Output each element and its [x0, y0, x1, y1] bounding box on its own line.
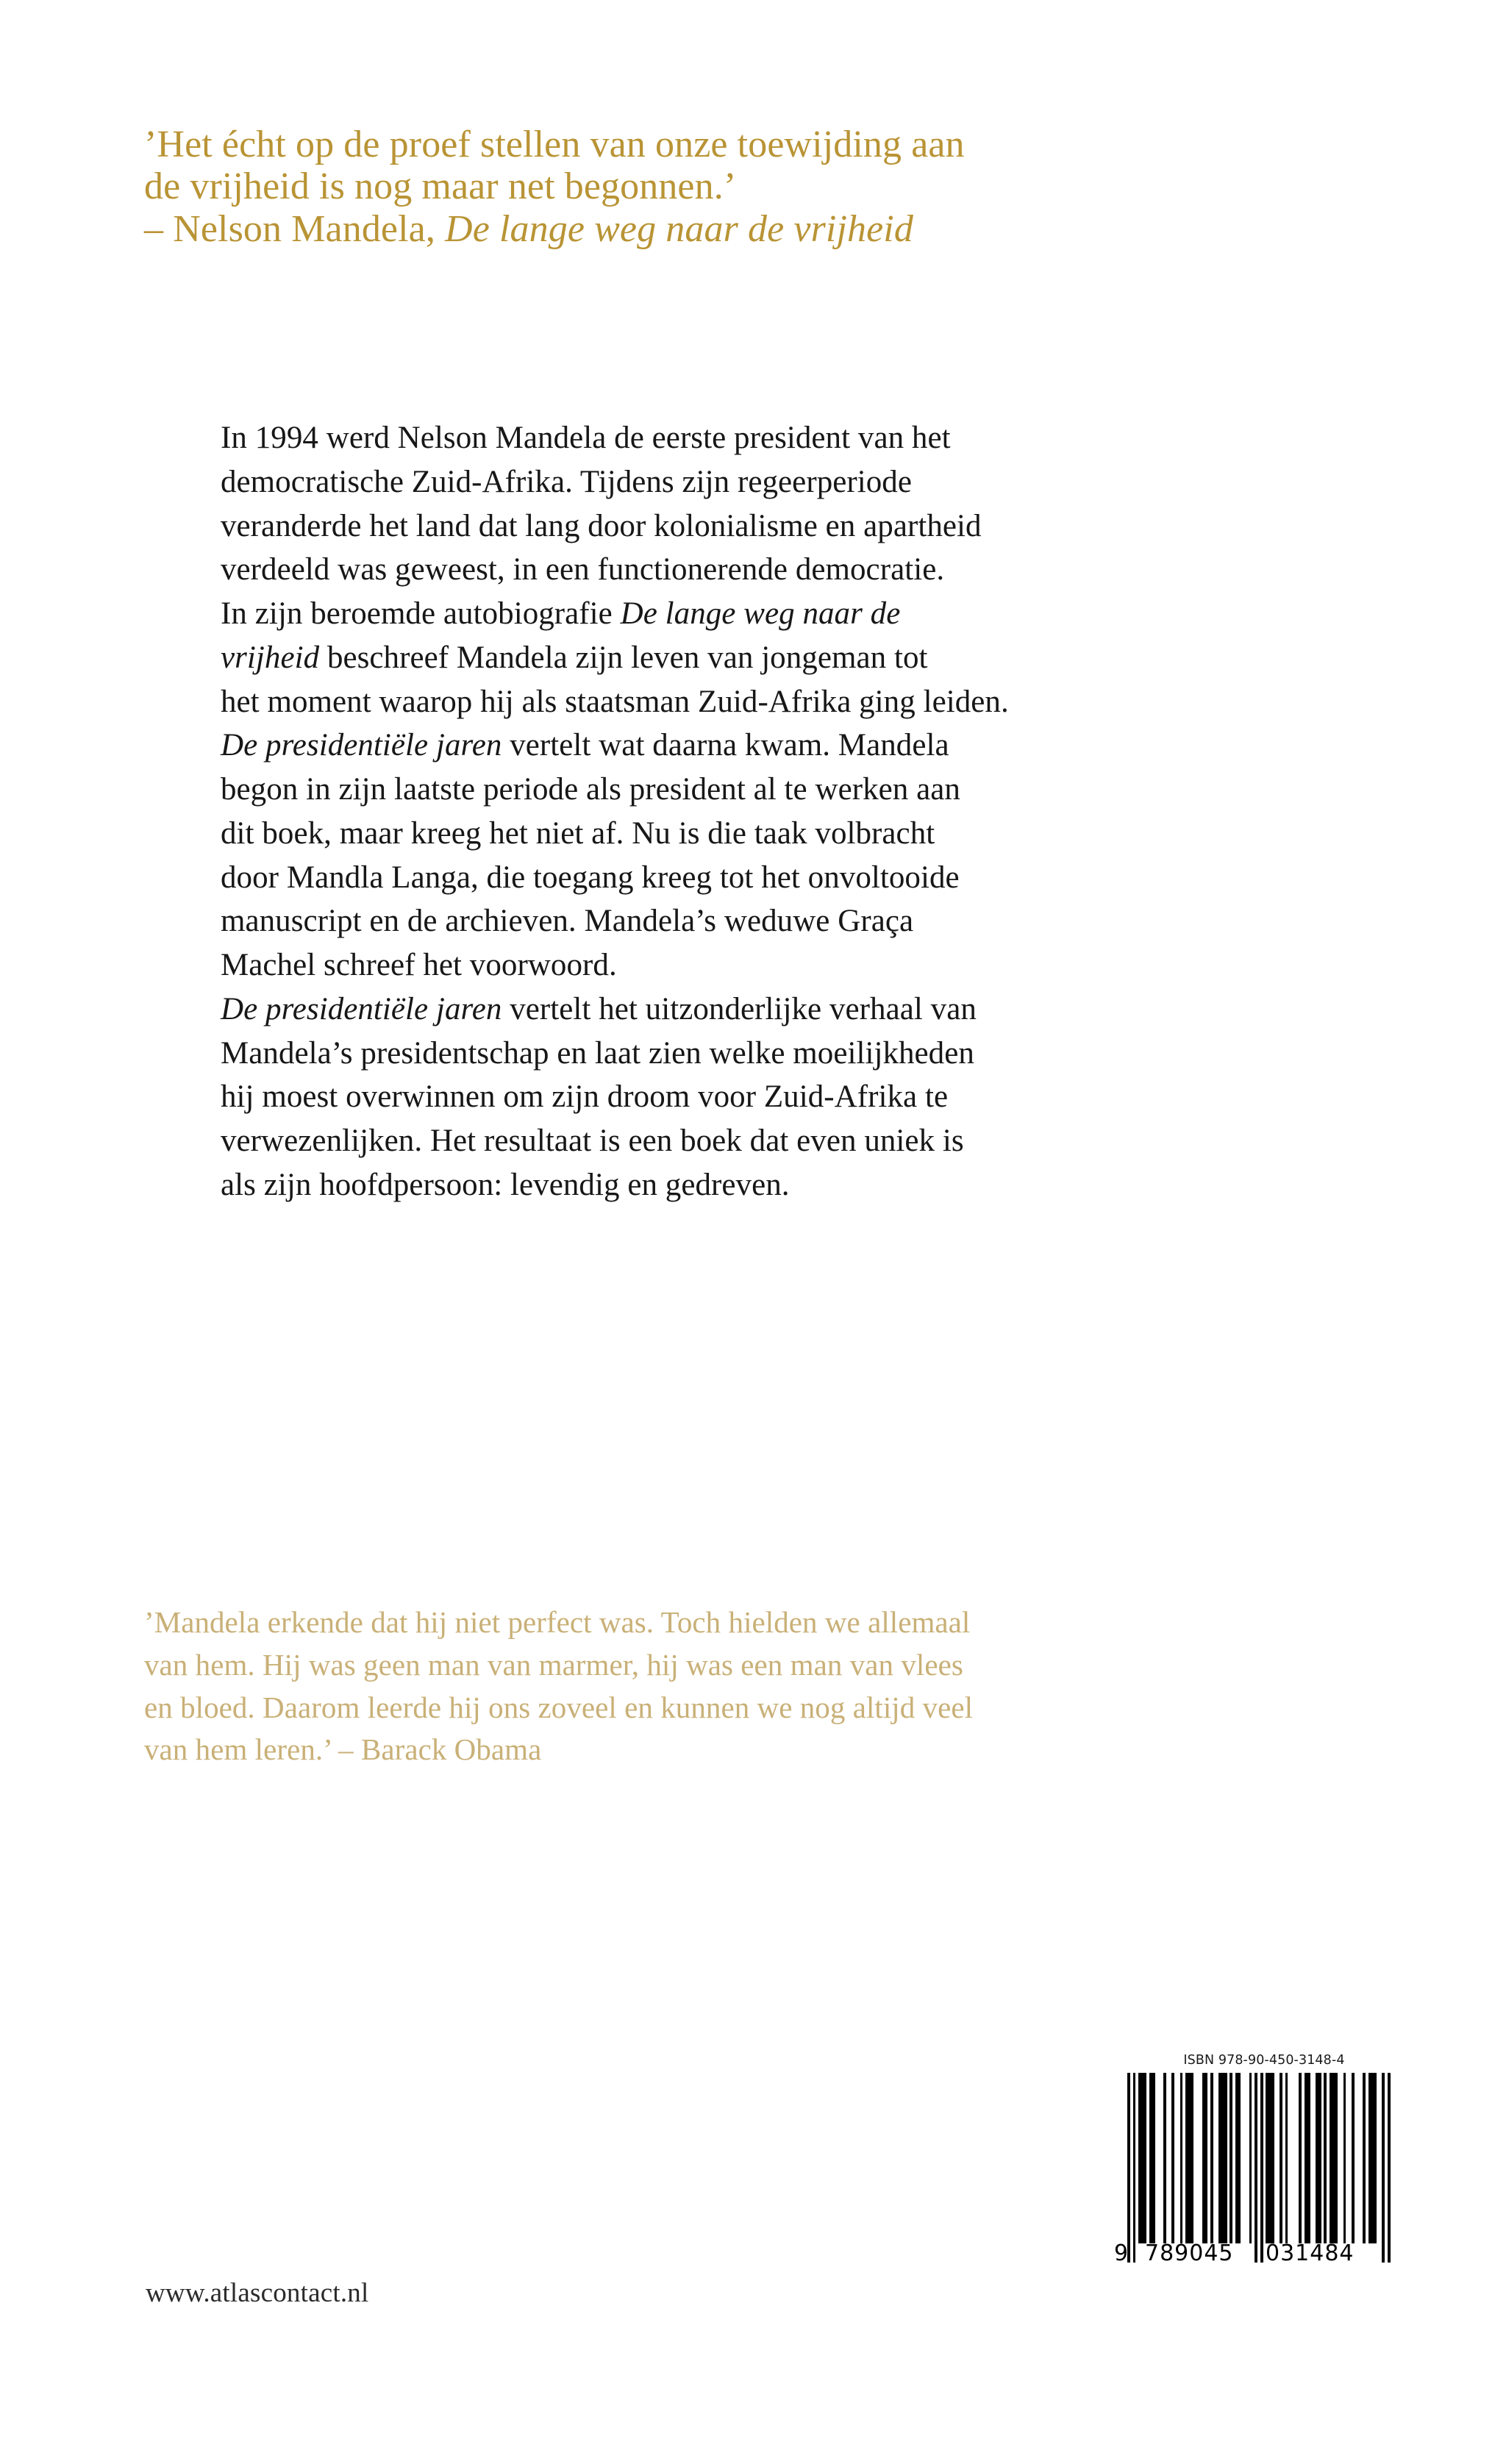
top-quote-line-2: de vrijheid is nog maar net begonnen.’: [144, 165, 737, 208]
blurb-line-14: [221, 988, 1368, 1032]
bottom-quote-line-2: van hem. Hij was geen man van marmer, hij was een man van vlees: [144, 1647, 963, 1682]
blurb-line-10: dit boek, maar kreeg het niet af. Nu is die taak volbracht: [221, 815, 935, 851]
blurb-line-8-text: vertelt wat daarna kwam. Mandela: [502, 728, 949, 763]
barcode-digit-left: 9: [1114, 2240, 1130, 2266]
bottom-pull-quote: [144, 1601, 1394, 1771]
blurb-line-6-title: vrijheid: [221, 640, 320, 675]
blurb-line-6: [221, 636, 1368, 680]
barcode-digit-group-2: 031484: [1266, 2240, 1355, 2266]
blurb-line-3: veranderde het land dat lang door kolonialisme en apartheid: [221, 508, 982, 543]
blurb-line-7: het moment waarop hij als staatsman Zuid-Afrika ging leiden.: [221, 684, 1009, 719]
barcode-image: [1113, 2073, 1399, 2286]
isbn-label: ISBN 978-90-450-3148-4: [1183, 2053, 1345, 2068]
blurb-line-8: [221, 724, 1368, 768]
blurb-line-5-title: De lange weg naar de: [620, 596, 901, 632]
blurb-line-17: verwezenlijken. Het resultaat is een boek dat even uniek is: [221, 1124, 964, 1159]
top-pull-quote: [144, 124, 1365, 250]
top-quote-attribution: [144, 208, 1365, 250]
blurb-line-18: als zijn hoofdpersoon: levendig en gedreven.: [221, 1168, 790, 1203]
blurb-text: [221, 416, 1368, 1207]
barcode-digit-group-1: 789045: [1145, 2240, 1234, 2266]
blurb-line-12: manuscript en de archieven. Mandela’s weduwe Graça: [221, 904, 914, 939]
blurb-line-1: In 1994 werd Nelson Mandela de eerste president van het: [221, 421, 951, 455]
bottom-quote-line-4: van hem leren.’ – Barack Obama: [144, 1732, 542, 1767]
blurb-line-13: Machel schreef het voorwoord.: [221, 948, 617, 983]
blurb-line-14-text: vertelt het uitzonderlijke verhaal van: [502, 991, 977, 1026]
barcode-bar: [1388, 2073, 1391, 2263]
top-quote-attribution-name: – Nelson Mandela,: [144, 207, 446, 250]
blurb-line-15: Mandela’s presidentschap en laat zien welke moeilijkheden: [221, 1035, 974, 1071]
barcode-bars: [1127, 2073, 1391, 2263]
blurb-line-5: [221, 592, 1368, 636]
blurb-line-9: begon in zijn laatste periode als president al te werken aan: [221, 772, 960, 807]
blurb-line-6-text: beschreef Mandela zijn leven van jongeman tot: [319, 640, 928, 675]
blurb-line-16: hij moest overwinnen om zijn droom voor Zuid-Afrika te: [221, 1079, 949, 1115]
top-quote-attribution-title: De lange weg naar de vrijheid: [445, 207, 913, 250]
blurb-line-5-text: In zijn beroemde autobiografie: [221, 596, 621, 632]
blurb-line-14-title: De presidentiële jaren: [221, 991, 502, 1026]
blurb-line-2: democratische Zuid-Afrika. Tijdens zijn regeerperiode: [221, 464, 912, 499]
blurb-line-8-title: De presidentiële jaren: [221, 728, 502, 763]
barcode-block: [1113, 2053, 1399, 2286]
blurb-line-4: verdeeld was geweest, in een functionerende democratie.: [221, 552, 945, 588]
top-quote-line-1: ’Het écht op de proef stellen van onze toewijding aan: [144, 124, 965, 165]
blurb-line-11: door Mandla Langa, die toegang kreeg tot het onvoltooide: [221, 860, 960, 895]
bottom-quote-line-1: ’Mandela erkende dat hij niet perfect was. Toch hielden we allemaal: [144, 1605, 971, 1639]
bottom-quote-line-3: en bloed. Daarom leerde hij ons zoveel en kunnen we nog altijd veel: [144, 1690, 974, 1724]
publisher-website[interactable]: www.atlascontact.nl: [146, 2278, 369, 2308]
